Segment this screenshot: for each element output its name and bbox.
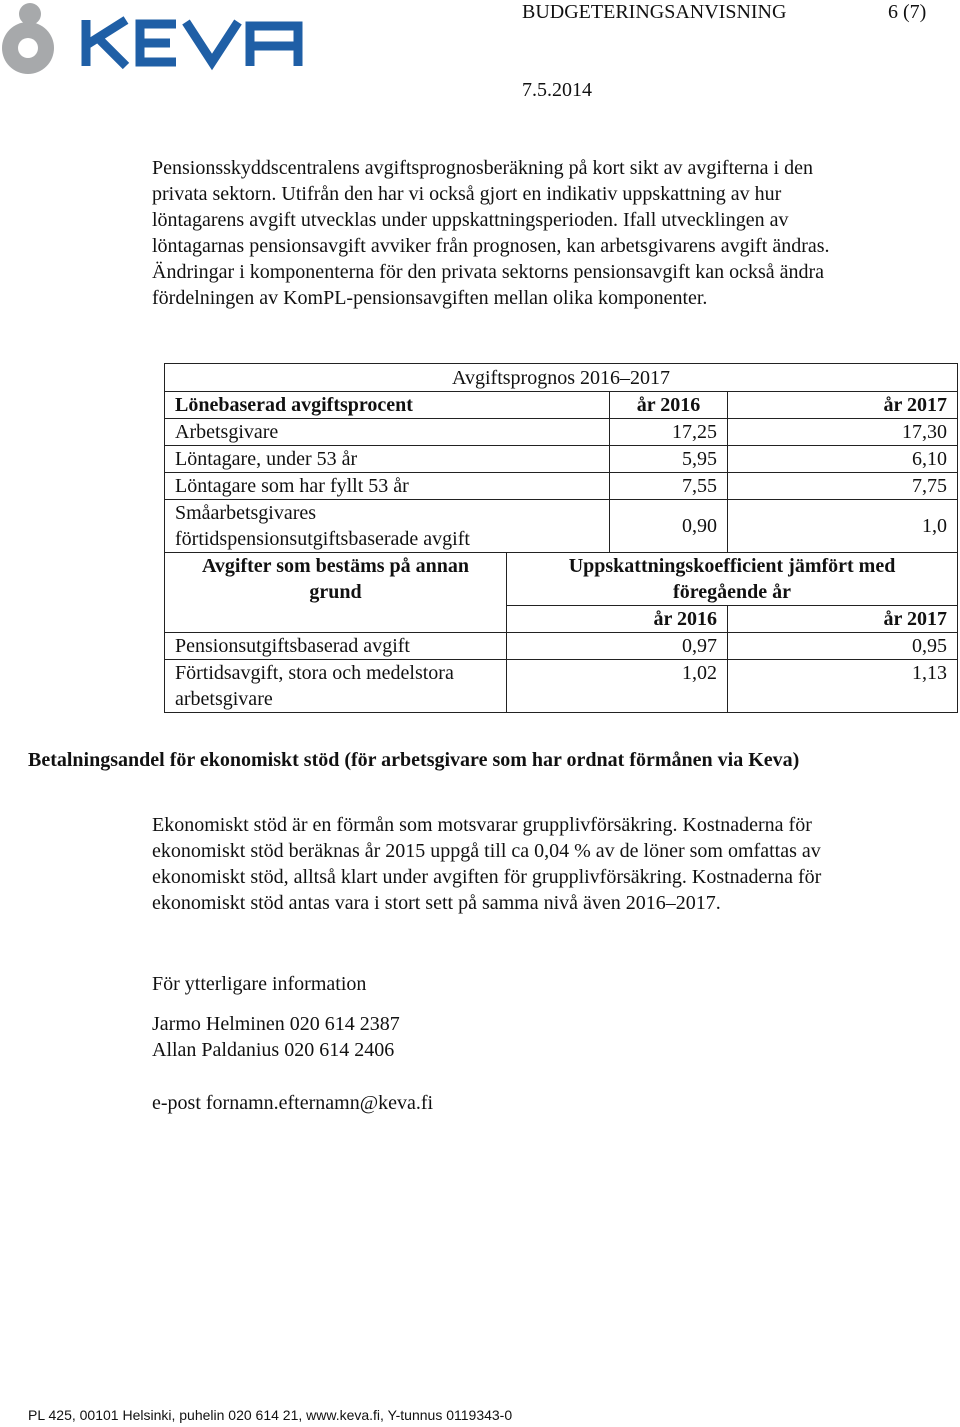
table-title-row <box>165 364 958 392</box>
text-line: ekonomiskt stöd antas vara i stort sett på samma nivå även 2016–2017. <box>152 892 721 914</box>
column-header-label <box>165 553 507 633</box>
keva-logo-mark-icon <box>2 3 54 74</box>
value-2016: 0,97 <box>507 633 728 660</box>
table-header-row <box>165 392 958 419</box>
intro-paragraph <box>152 155 942 311</box>
table-header-row <box>165 553 958 606</box>
table-row <box>165 419 958 446</box>
header-line: föregående år <box>673 581 791 603</box>
header-line: Avgifter som bestäms på annan <box>201 555 470 577</box>
table-row <box>165 500 958 553</box>
value-2017: 7,75 <box>728 473 958 500</box>
contact-person: Allan Paldanius 020 614 2406 <box>152 1039 395 1061</box>
value-2016: 17,25 <box>610 419 728 446</box>
text-line: privata sektorn. Utifrån den har vi också gjort en indikativ uppskattning av hur <box>152 183 782 205</box>
value-2017: 17,30 <box>728 419 958 446</box>
value-2016: 1,02 <box>507 660 728 713</box>
column-header-2016: år 2016 <box>507 606 728 633</box>
value-2017: 1,0 <box>728 500 958 553</box>
header-line: Uppskattningskoefficient jämfört med <box>568 555 896 577</box>
table-row <box>165 446 958 473</box>
column-header-label: Lönebaserad avgiftsprocent <box>165 392 610 419</box>
value-2016: 0,90 <box>610 500 728 553</box>
value-2016: 5,95 <box>610 446 728 473</box>
value-2017: 1,13 <box>728 660 958 713</box>
table-title: Avgiftsprognos 2016–2017 <box>165 364 958 392</box>
text-line: löntagarnas pensionsavgift avviker från prognosen, kan arbetsgivarens avgift ändras. <box>152 235 830 257</box>
row-label-line: Småarbetsgivares <box>175 502 317 524</box>
row-label-line: förtidspensionsutgiftsbaserade avgift <box>175 528 470 550</box>
contact-heading: För ytterligare information <box>152 973 367 995</box>
row-label: Löntagare som har fyllt 53 år <box>165 473 610 500</box>
text-line: Ändringar i komponenterna för den privata sektorns pensionsavgift kan också ändra <box>152 261 825 283</box>
table-row <box>165 660 958 713</box>
text-line: Pensionsskyddscentralens avgiftsprognosberäkning på kort sikt av avgifterna i den <box>152 157 813 179</box>
row-label: Löntagare, under 53 år <box>165 446 610 473</box>
page-footer: PL 425, 00101 Helsinki, puhelin 020 614 21, www.keva.fi, Y-tunnus 0119343-0 <box>28 1407 513 1423</box>
text-line: löntagarens avgift utvecklas under uppskattningsperioden. Ifall utvecklingen av <box>152 209 789 231</box>
value-2017: 0,95 <box>728 633 958 660</box>
row-label-line: arbetsgivare <box>175 688 273 710</box>
coefficient-header <box>507 553 958 606</box>
keva-wordmark <box>86 20 298 66</box>
contact-person: Jarmo Helminen 020 614 2387 <box>152 1013 400 1035</box>
row-label <box>165 500 610 553</box>
support-paragraph <box>152 812 942 916</box>
text-line: ekonomiskt stöd beräknas år 2015 uppgå till ca 0,04 % av de löner som omfattas av <box>152 840 821 862</box>
row-label: Pensionsutgiftsbaserad avgift <box>165 633 507 660</box>
row-label-line: Förtidsavgift, stora och medelstora <box>175 662 454 684</box>
table-row <box>165 473 958 500</box>
keva-logo <box>0 0 320 80</box>
column-header-2017: år 2017 <box>728 392 958 419</box>
header-line: grund <box>309 581 362 603</box>
text-line: fördelningen av KomPL-pensionsavgiften mellan olika komponenter. <box>152 287 708 309</box>
value-2016: 7,55 <box>610 473 728 500</box>
document-date: 7.5.2014 <box>522 79 592 101</box>
column-header-2017: år 2017 <box>728 606 958 633</box>
text-line: ekonomiskt stöd, alltså klart under avgiften för grupplivförsäkring. Kostnaderna för <box>152 866 822 888</box>
value-2017: 6,10 <box>728 446 958 473</box>
table-row <box>165 633 958 660</box>
contact-email: e-post fornamn.efternamn@keva.fi <box>152 1092 434 1114</box>
document-type: BUDGETERINGSANVISNING <box>522 1 787 23</box>
section-heading: Betalningsandel för ekonomiskt stöd (för arbetsgivare som har ordnat förmånen via Keva) <box>28 749 800 771</box>
column-header-2016: år 2016 <box>610 392 728 419</box>
fee-forecast-table <box>164 363 958 713</box>
row-label <box>165 660 507 713</box>
text-line: Ekonomiskt stöd är en förmån som motsvarar grupplivförsäkring. Kostnaderna för <box>152 814 812 836</box>
page-number: 6 (7) <box>888 1 927 23</box>
row-label: Arbetsgivare <box>165 419 610 446</box>
